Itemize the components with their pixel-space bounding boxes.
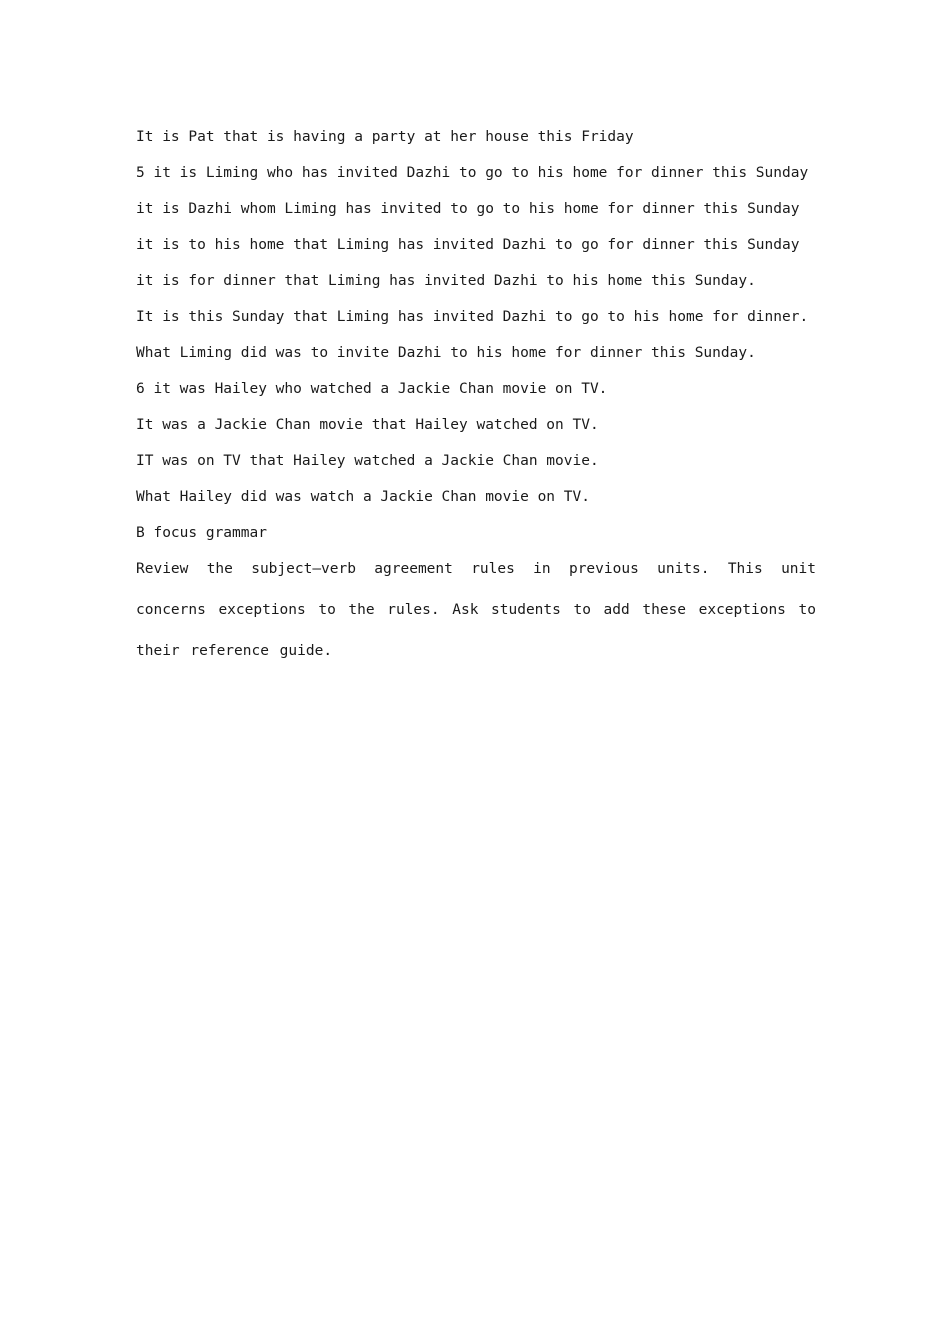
text-line: IT was on TV that Hailey watched a Jackie Chan movie. — [136, 453, 599, 469]
text-line: 6 it was Hailey who watched a Jackie Chan movie on TV. — [136, 381, 608, 397]
text-line: 5 it is Liming who has invited Dazhi to go to his home for dinner this Sunday — [136, 165, 809, 181]
text-line: it is Dazhi whom Liming has invited to go to his home for dinner this Sunday — [136, 201, 800, 217]
text-line: It is this Sunday that Liming has invited Dazhi to go to his home for dinner. — [136, 309, 809, 325]
text-line: It was a Jackie Chan movie that Hailey watched on TV. — [136, 417, 599, 433]
text-line: it is for dinner that Liming has invited Dazhi to his home this Sunday. — [136, 273, 756, 289]
text-line: It is Pat that is having a party at her house this Friday — [136, 129, 634, 145]
text-line: What Hailey did was watch a Jackie Chan movie on TV. — [136, 489, 590, 505]
body-paragraph: Review the subject—verb agreement rules in previous units. This unit concerns exceptions to the rules. Ask students to add these exceptions to their reference guide. — [136, 561, 816, 659]
text-line: it is to his home that Liming has invited Dazhi to go for dinner this Sunday — [136, 237, 800, 253]
document-body — [136, 126, 816, 672]
section-heading: B focus grammar — [136, 525, 267, 541]
text-line: What Liming did was to invite Dazhi to his home for dinner this Sunday. — [136, 345, 756, 361]
